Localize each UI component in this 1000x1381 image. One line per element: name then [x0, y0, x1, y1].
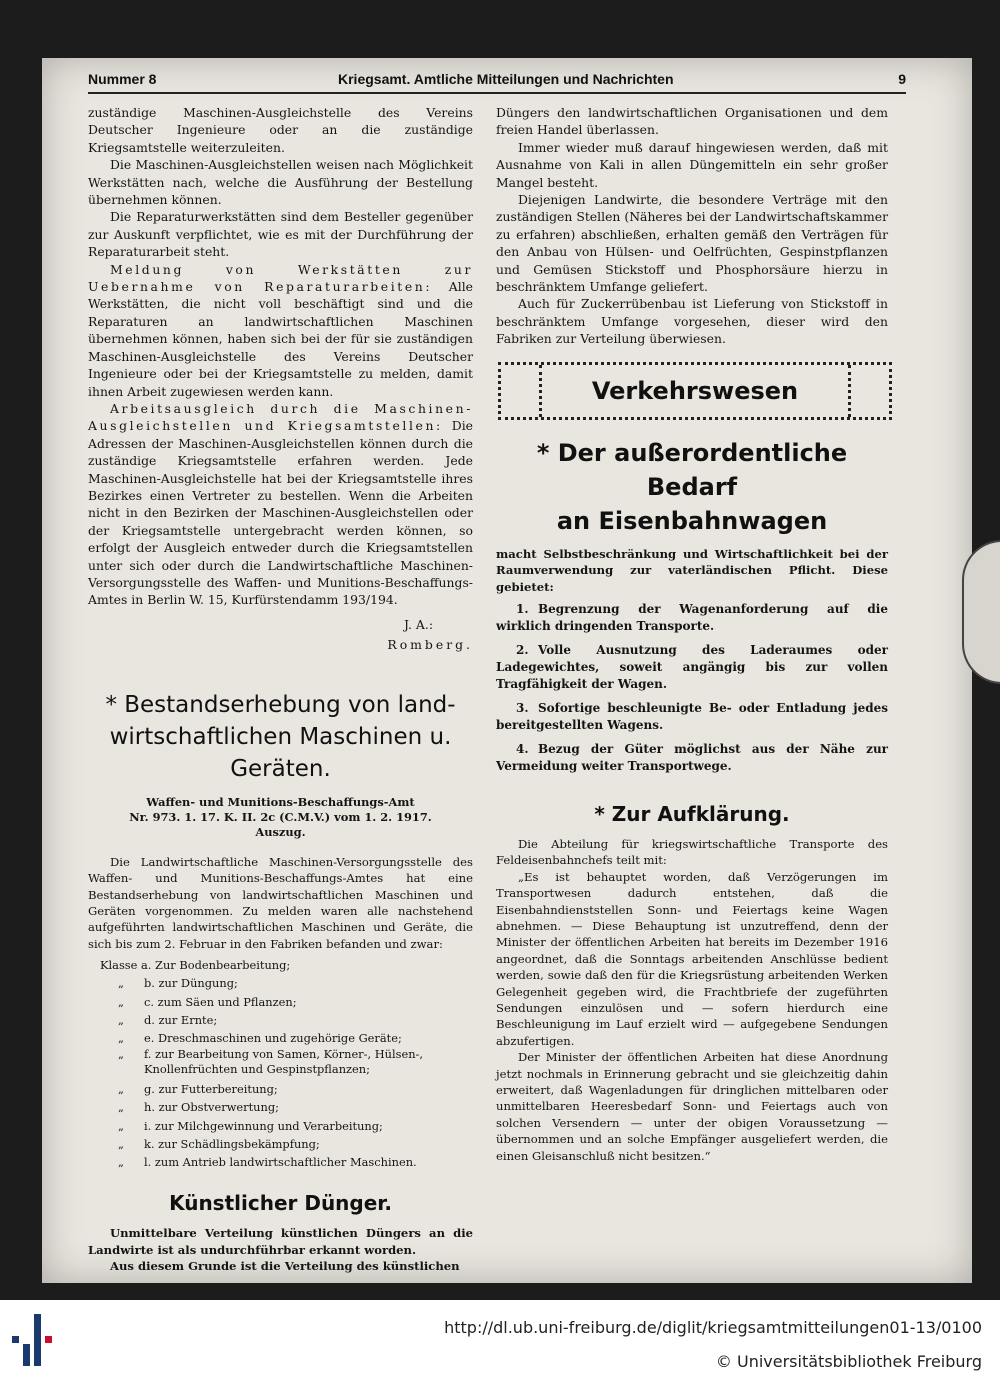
ditto-mark: „: [118, 1136, 124, 1151]
page-number: 9: [898, 71, 906, 87]
paragraph: Düngers den landwirtschaftlichen Organisationen und dem freien Handel überlassen.: [496, 105, 888, 138]
paragraph: Die Maschinen-Ausgleichstellen weisen nach Möglichkeit Werkstätten nach, welche die Ausführung der Bestellung übernehmen können.: [88, 157, 473, 208]
rules-list: [496, 601, 888, 775]
list-item: [496, 642, 888, 693]
ditto-mark: „: [118, 1118, 124, 1133]
heading-bestandserhebung-2: wirtschaftlichen Maschinen u. Geräten.: [109, 723, 452, 782]
rule-number: 1.: [516, 601, 529, 616]
list-item-text: g. zur Futterbereitung;: [144, 1082, 278, 1097]
paragraph: Diejenigen Landwirte, die besondere Verträge mit den zuständigen Stellen (Näheres bei der Landwirtschaftskammer zu erfahren) abschließen, erhalten gemäß den Verträgen für den Anbau von Hülsen- und Oelfrüchten, Gespinstpflanzen und Gemüsen Stickstoff und Phosphorsäure hierzu in beschränktem Umfange geliefert.: [496, 192, 888, 295]
ub-freiburg-logo-icon: [10, 1310, 54, 1370]
list-item: Klasse a. Zur Bodenbearbeitung;: [100, 958, 291, 973]
issue-number: Nummer 8: [88, 71, 157, 87]
paragraph: zuständige Maschinen-Ausgleichstelle des Vereins Deutscher Ingenieure oder an die zuständige Kriegsamtstelle weiterzuleiten.: [88, 105, 473, 155]
machine-class-list: [88, 956, 473, 1171]
signature-ia: J. A.:: [404, 616, 433, 632]
signature-name: Romberg.: [387, 636, 473, 652]
list-item: [496, 700, 888, 734]
paragraph: Immer wieder muß darauf hingewiesen werden, daß mit Ausnahme von Kali in allen Düngemitteln ein sehr großer Mangel besteht.: [496, 139, 888, 190]
section-title: Verkehrswesen: [539, 365, 851, 417]
list-item-text: l. zum Antrieb landwirtschaftlicher Maschinen.: [144, 1155, 417, 1170]
library-footer: [0, 1300, 1000, 1381]
list-item: [88, 1135, 473, 1153]
list-item: [88, 1080, 473, 1098]
heading-aufklaerung: * Zur Aufklärung.: [594, 801, 790, 826]
copyright-notice: © Universitätsbibliothek Freiburg: [715, 1352, 982, 1371]
paragraph: Aus diesem Grunde ist die Verteilung des künstlichen: [110, 1259, 460, 1274]
ditto-mark: „: [118, 1012, 124, 1027]
page-edge-curl: [962, 540, 1000, 684]
paragraph: [88, 400, 473, 609]
right-column: [496, 104, 888, 1164]
list-item-text: k. zur Schädlingsbekämpfung;: [144, 1136, 320, 1151]
list-item: [496, 601, 888, 635]
ditto-mark: „: [118, 976, 124, 991]
list-item: [88, 974, 473, 992]
left-column: [88, 104, 473, 1274]
list-item: [88, 1117, 473, 1135]
list-item-text: i. zur Milchgewinnung und Verarbeitung;: [144, 1118, 383, 1133]
rule-text: Bezug der Güter möglichst aus der Nähe zur Vermeidung weiter Transportwege.: [496, 741, 888, 773]
paragraph-lead: Arbeitsausgleich durch die Maschinen-Ausgleichstellen und Kriegsamtstellen:: [88, 400, 473, 434]
list-item: [88, 993, 473, 1011]
ditto-mark: „: [118, 1100, 124, 1115]
list-item-text: e. Dreschmaschinen und zugehörige Geräte;: [144, 1031, 402, 1046]
heading-bestandserhebung-1: * Bestandserhebung von land-: [105, 691, 456, 718]
paragraph: Der Minister der öffentlichen Arbeiten hat diese Anordnung jetzt nochmals in Erinnerung gebracht und sie gleichzeitig dahin erweitert, daß Wagenladungen für dringlichen mittelbaren oder unmittelbaren Heeresbedarf Sonn- und Feiertags auch von solchen Versendern — unter der obigen Voraussetzung — übernommen und an solche Empfänger ausgeliefert werden, die einen Gleisanschluß nicht besitzen.“: [496, 1050, 888, 1163]
rule-text: Begrenzung der Wagenanforderung auf die wirklich dringenden Transporte.: [496, 601, 888, 633]
subheading-reference: Nr. 973. 1. 17. K. II. 2c (C.M.V.) vom 1. 2. 1917.: [129, 809, 432, 824]
publication-title: Kriegsamt. Amtliche Mitteilungen und Nachrichten: [338, 71, 674, 87]
ditto-mark: „: [118, 994, 124, 1009]
paragraph: Auch für Zuckerrübenbau ist Lieferung von Stickstoff in beschränktem Umfange vorgesehen, dieser wird den Fabriken zur Verteilung überwiesen.: [496, 296, 888, 347]
heading-bedarf-2: an Eisenbahnwagen: [556, 506, 828, 535]
signature-block: [88, 615, 473, 655]
source-url-link[interactable]: http://dl.ub.uni-freiburg.de/diglit/kriegsamtmitteilungen01-13/0100: [444, 1318, 982, 1337]
paragraph: Die Landwirtschaftliche Maschinen-Versorgungsstelle des Waffen- und Munitions-Beschaffungs-Amtes hat eine Bestandserhebung von landwirtschaftlichen Maschinen und Geräten vorgenommen. Zu melden waren alle nachstehend aufgeführten landwirtschaftlichen Maschinen und Geräte, die sich bis zum 2. Februar in den Fabriken befanden und zwar:: [88, 854, 473, 951]
list-item-text: c. zum Säen und Pflanzen;: [144, 994, 297, 1009]
paragraph-body: Alle Werkstätten, die nicht voll beschäftigt sind und die Reparaturen an landwirtschaftlichen Maschinen übernehmen können, haben sich bei der für sie zuständigen Maschinen-Ausgleichstelle des Vereins Deutscher Ingenieure oder bei der Kriegsamtstelle zu melden, damit ihnen Arbeit zugewiesen werden kann.: [88, 279, 473, 399]
list-item-text: d. zur Ernte;: [144, 1012, 218, 1027]
paragraph: macht Selbstbeschränkung und Wirtschaftlichkeit bei der Raumverwendung zur vaterländischen Pflicht. Diese gebietet:: [496, 546, 888, 594]
paragraph: Unmittelbare Verteilung künstlichen Düngers an die Landwirte ist als undurchführbar erkannt worden.: [88, 1226, 473, 1257]
section-box-verkehrswesen: [498, 362, 892, 420]
ditto-mark: „: [118, 1155, 124, 1170]
paragraph: Die Abteilung für kriegswirtschaftliche Transporte des Feldeisenbahnchefs teilt mit:: [496, 836, 888, 868]
rule-text: Sofortige beschleunigte Be- oder Entladung jedes bereitgestellten Wagens.: [496, 700, 888, 732]
heading-bedarf-1: * Der außerordentliche Bedarf: [536, 438, 848, 501]
list-item-text: f. zur Bearbeitung von Samen, Körner-, Hülsen-, Knollenfrüchten und Gespinstpflanzen;: [144, 1047, 424, 1077]
list-item: [88, 1098, 473, 1116]
ditto-mark: „: [118, 1031, 124, 1046]
list-item: [88, 1011, 473, 1029]
running-head: [88, 68, 906, 94]
list-item-text: b. zur Düngung;: [144, 976, 238, 991]
rule-number: 4.: [516, 741, 529, 756]
subheading-authority: Waffen- und Munitions-Beschaffungs-Amt: [146, 794, 415, 809]
paragraph-lead: Meldung von Werkstätten zur Uebernahme von Reparaturarbeiten:: [88, 261, 473, 295]
ditto-mark: „: [118, 1082, 124, 1097]
ditto-mark: „: [118, 1047, 124, 1062]
paragraph-body: Die Adressen der Maschinen-Ausgleichstellen können durch die zuständige Kriegsamtstelle erfahren werden. Jede Maschinen-Ausgleichstelle hat bei der Kriegsamtstelle ihres Bezirkes einen Vertreter zu bestellen. Wenn die Arbeiten nicht in den Bezirken der Maschinen-Ausgleichstellen oder der Kriegsamtstelle untergebracht werden können, so erfolgt der Ausgleich entweder durch die Kriegsamtstellen unter sich oder durch die Landwirtschaftliche Maschinen-Versorgungsstelle des Waffen- und Munitions-Beschaffungs-Amtes in Berlin W. 15, Kurfürstendamm 193/194.: [88, 418, 474, 608]
list-item: [88, 1153, 473, 1171]
list-item: [496, 741, 888, 775]
paragraph: [88, 261, 473, 400]
rule-number: 2.: [516, 642, 529, 657]
heading-kuenstlicher-duenger: Künstlicher Dünger.: [169, 1191, 392, 1216]
rule-text: Volle Ausnutzung des Laderaumes oder Ladegewichtes, soweit angängig bis zur vollen Tragfähigkeit der Wagen.: [496, 642, 888, 691]
rule-number: 3.: [516, 700, 529, 715]
list-item-text: h. zur Obstverwertung;: [144, 1100, 279, 1115]
subheading-excerpt: Auszug.: [255, 824, 306, 839]
list-item: [88, 1029, 473, 1047]
list-item: [88, 1047, 473, 1080]
paragraph: „Es ist behauptet worden, daß Verzögerungen im Transportwesen dadurch entstehen, daß die Eisenbahndienststellen Sonn- und Feiertags keine Wagen abnehmen. — Diese Behauptung ist unzutreffend, denn der Minister der öffentlichen Arbeiten hat bereits im Dezember 1916 angeordnet, daß die Sonntags arbeitenden Anschlüsse bedient werden, sowie daß den für die Kriegsrüstung arbeitenden Werken Gelegenheit gegeben wird, die Frachtbriefe der zugeführten Sendungen einzulösen und — sofern hierdurch eine Beschleunigung im Lauf erzielt wird — aufgegebene Sendungen abzufertigen.: [496, 869, 888, 1048]
paragraph: Die Reparaturwerkstätten sind dem Besteller gegenüber zur Auskunft verpflichtet, wie es mit der Durchführung der Reparaturarbeit steht.: [88, 209, 473, 260]
